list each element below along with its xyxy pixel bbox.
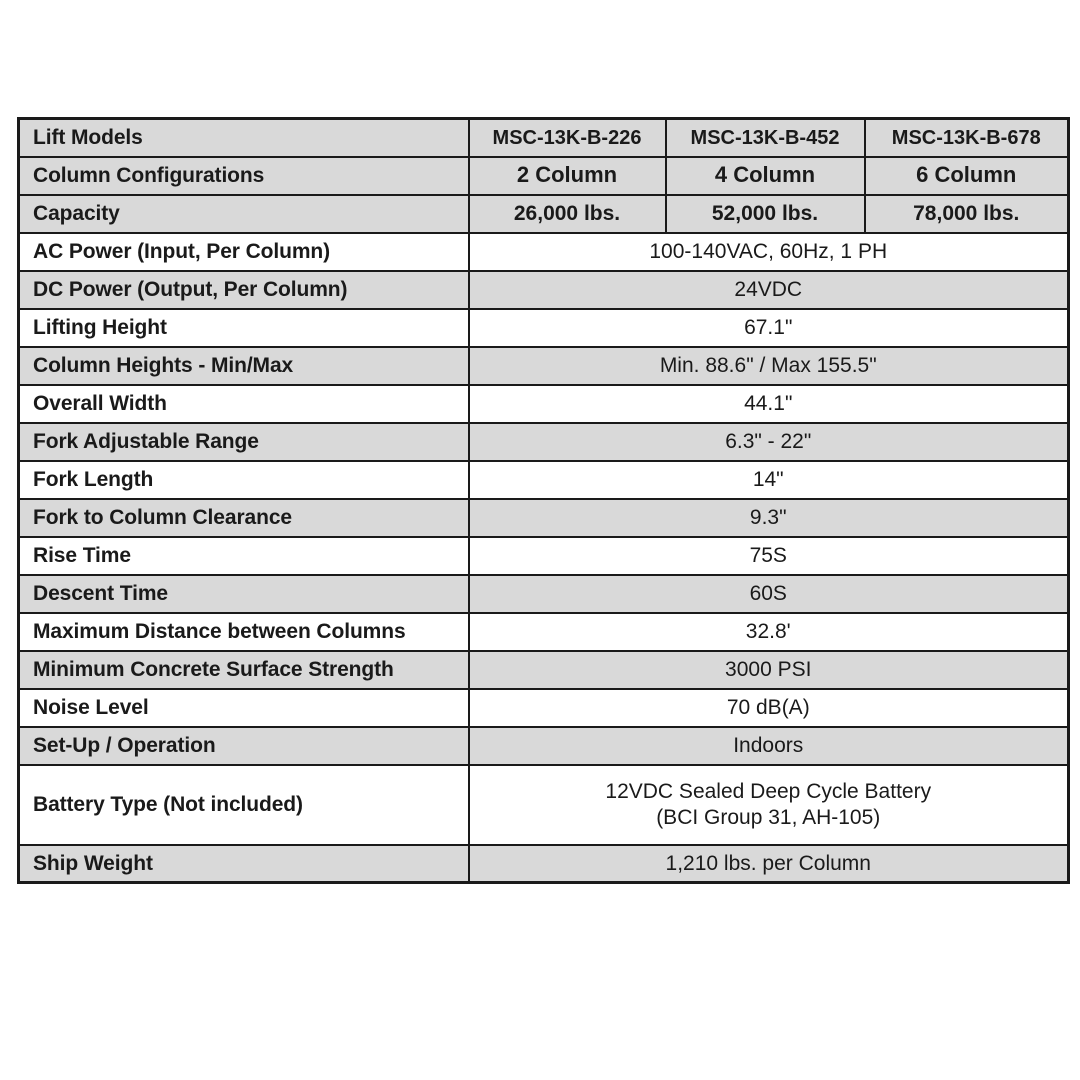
- spec-value: 3000 PSI: [469, 651, 1069, 689]
- spec-value: 32.8': [469, 613, 1069, 651]
- spec-table: [17, 117, 1070, 884]
- spec-label: Lifting Height: [19, 309, 469, 347]
- spec-row-lifting-height: [19, 309, 1069, 347]
- spec-value: 24VDC: [469, 271, 1069, 309]
- spec-row-ac-power: [19, 233, 1069, 271]
- battery-type-row: [19, 765, 1069, 845]
- lift-models-row: [19, 119, 1069, 157]
- spec-row-noise-level: [19, 689, 1069, 727]
- spec-label: Minimum Concrete Surface Strength: [19, 651, 469, 689]
- spec-label: DC Power (Output, Per Column): [19, 271, 469, 309]
- spec-row-max-distance: [19, 613, 1069, 651]
- spec-label: Maximum Distance between Columns: [19, 613, 469, 651]
- spec-row-fork-length: [19, 461, 1069, 499]
- spec-label: Column Heights - Min/Max: [19, 347, 469, 385]
- spec-label: Noise Level: [19, 689, 469, 727]
- model-678: MSC-13K-B-678: [865, 119, 1069, 157]
- battery-type-line-2: (BCI Group 31, AH-105): [656, 805, 881, 829]
- spec-value: 75S: [469, 537, 1069, 575]
- spec-label: Descent Time: [19, 575, 469, 613]
- capacity-2-column: 26,000 lbs.: [469, 195, 666, 233]
- spec-row-fork-clearance: [19, 499, 1069, 537]
- capacity-4-column: 52,000 lbs.: [666, 195, 865, 233]
- capacity-6-column: 78,000 lbs.: [865, 195, 1069, 233]
- spec-value: 14": [469, 461, 1069, 499]
- spec-row-rise-time: [19, 537, 1069, 575]
- ship-weight-row: [19, 845, 1069, 883]
- spec-label: Fork Length: [19, 461, 469, 499]
- capacity-row: [19, 195, 1069, 233]
- spec-label: Fork to Column Clearance: [19, 499, 469, 537]
- spec-label: AC Power (Input, Per Column): [19, 233, 469, 271]
- model-226: MSC-13K-B-226: [469, 119, 666, 157]
- capacity-label: Capacity: [19, 195, 469, 233]
- config-4-column: 4 Column: [666, 157, 865, 195]
- spec-value: 9.3": [469, 499, 1069, 537]
- spec-label: Rise Time: [19, 537, 469, 575]
- model-452: MSC-13K-B-452: [666, 119, 865, 157]
- spec-row-concrete-strength: [19, 651, 1069, 689]
- spec-row-fork-range: [19, 423, 1069, 461]
- spec-value: 44.1": [469, 385, 1069, 423]
- spec-value: 60S: [469, 575, 1069, 613]
- config-2-column: 2 Column: [469, 157, 666, 195]
- spec-row-setup-operation: [19, 727, 1069, 765]
- column-configurations-label: Column Configurations: [19, 157, 469, 195]
- spec-value: 100-140VAC, 60Hz, 1 PH: [469, 233, 1069, 271]
- config-6-column: 6 Column: [865, 157, 1069, 195]
- spec-value: Min. 88.6" / Max 155.5": [469, 347, 1069, 385]
- lift-models-label: Lift Models: [19, 119, 469, 157]
- ship-weight-label: Ship Weight: [19, 845, 469, 883]
- spec-row-dc-power: [19, 271, 1069, 309]
- spec-label: Set-Up / Operation: [19, 727, 469, 765]
- spec-row-overall-width: [19, 385, 1069, 423]
- spec-label: Fork Adjustable Range: [19, 423, 469, 461]
- spec-value: 70 dB(A): [469, 689, 1069, 727]
- spec-row-column-heights: [19, 347, 1069, 385]
- spec-value: 67.1": [469, 309, 1069, 347]
- ship-weight-value: 1,210 lbs. per Column: [469, 845, 1069, 883]
- spec-label: Overall Width: [19, 385, 469, 423]
- spec-value: 6.3" - 22": [469, 423, 1069, 461]
- spec-value: Indoors: [469, 727, 1069, 765]
- spec-row-descent-time: [19, 575, 1069, 613]
- battery-type-line-1: 12VDC Sealed Deep Cycle Battery: [605, 780, 932, 804]
- battery-type-value: [469, 765, 1069, 845]
- battery-type-label: Battery Type (Not included): [19, 765, 469, 845]
- column-configurations-row: [19, 157, 1069, 195]
